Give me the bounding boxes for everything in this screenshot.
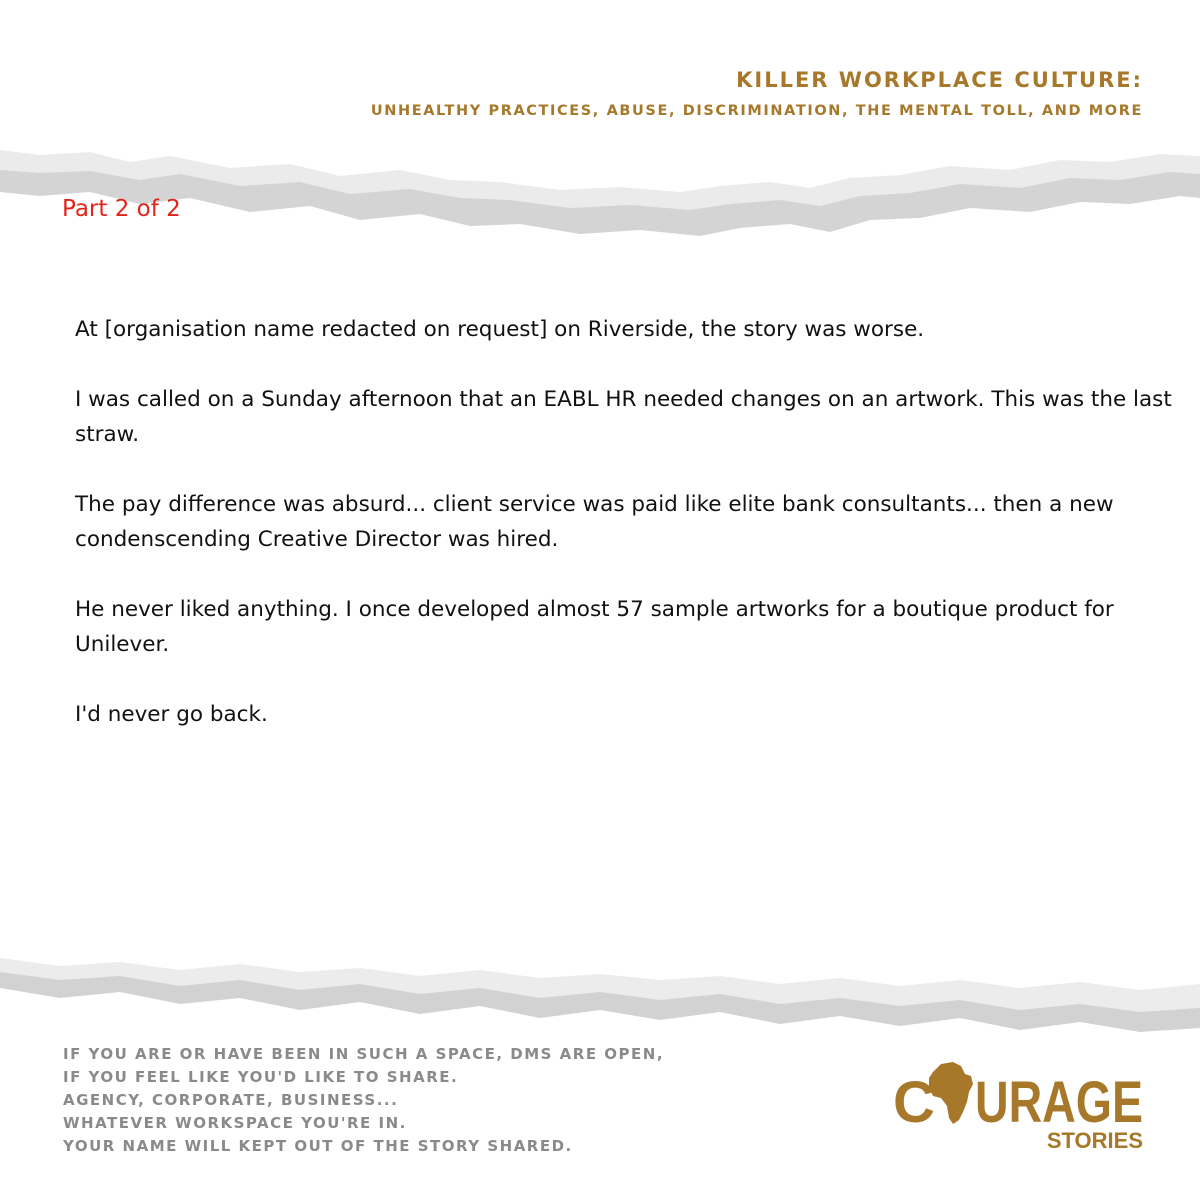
footer-line: IF YOU FEEL LIKE YOU'D LIKE TO SHARE. <box>63 1068 459 1086</box>
story-paragraph: At [organisation name redacted on request] on Riverside, the story was worse. <box>75 317 925 342</box>
logo-letter-c: C <box>893 1070 935 1135</box>
footer-line: IF YOU ARE OR HAVE BEEN IN SUCH A SPACE, DMS ARE OPEN, <box>63 1045 665 1063</box>
story-paragraph: I was called on a Sunday afternoon that an EABL HR needed changes on an artwork. This was the last straw. <box>75 387 1172 447</box>
page-subtitle: UNHEALTHY PRACTICES, ABUSE, DISCRIMINATION, THE MENTAL TOLL, AND MORE <box>370 103 1143 119</box>
logo-wordmark: URAGE <box>975 1070 1143 1135</box>
story-paragraph: He never liked anything. I once developed almost 57 sample artworks for a boutique product for Unilever. <box>75 597 1114 657</box>
torn-paper-divider-bottom <box>0 958 1200 1040</box>
torn-paper-divider-top <box>0 140 1200 250</box>
header <box>371 66 1143 123</box>
footer-line: WHATEVER WORKSPACE YOU'RE IN. <box>63 1114 407 1132</box>
courage-stories-logo <box>893 1060 1145 1153</box>
footer-line: AGENCY, CORPORATE, BUSINESS... <box>63 1091 399 1109</box>
logo-subtext: STORIES <box>1046 1128 1143 1153</box>
story-paragraph: I'd never go back. <box>75 702 268 727</box>
part-indicator: Part 2 of 2 <box>62 196 181 222</box>
footer-line: YOUR NAME WILL KEPT OUT OF THE STORY SHARED. <box>63 1137 573 1155</box>
africa-map-icon <box>929 1062 973 1124</box>
page-title: KILLER WORKPLACE CULTURE: <box>736 68 1143 92</box>
story-paragraph: The pay difference was absurd... client service was paid like elite bank consultants... then a new condenscending Creative Director was hired. <box>75 492 1114 552</box>
footer-callout <box>63 1043 664 1158</box>
story-body <box>75 312 1175 767</box>
